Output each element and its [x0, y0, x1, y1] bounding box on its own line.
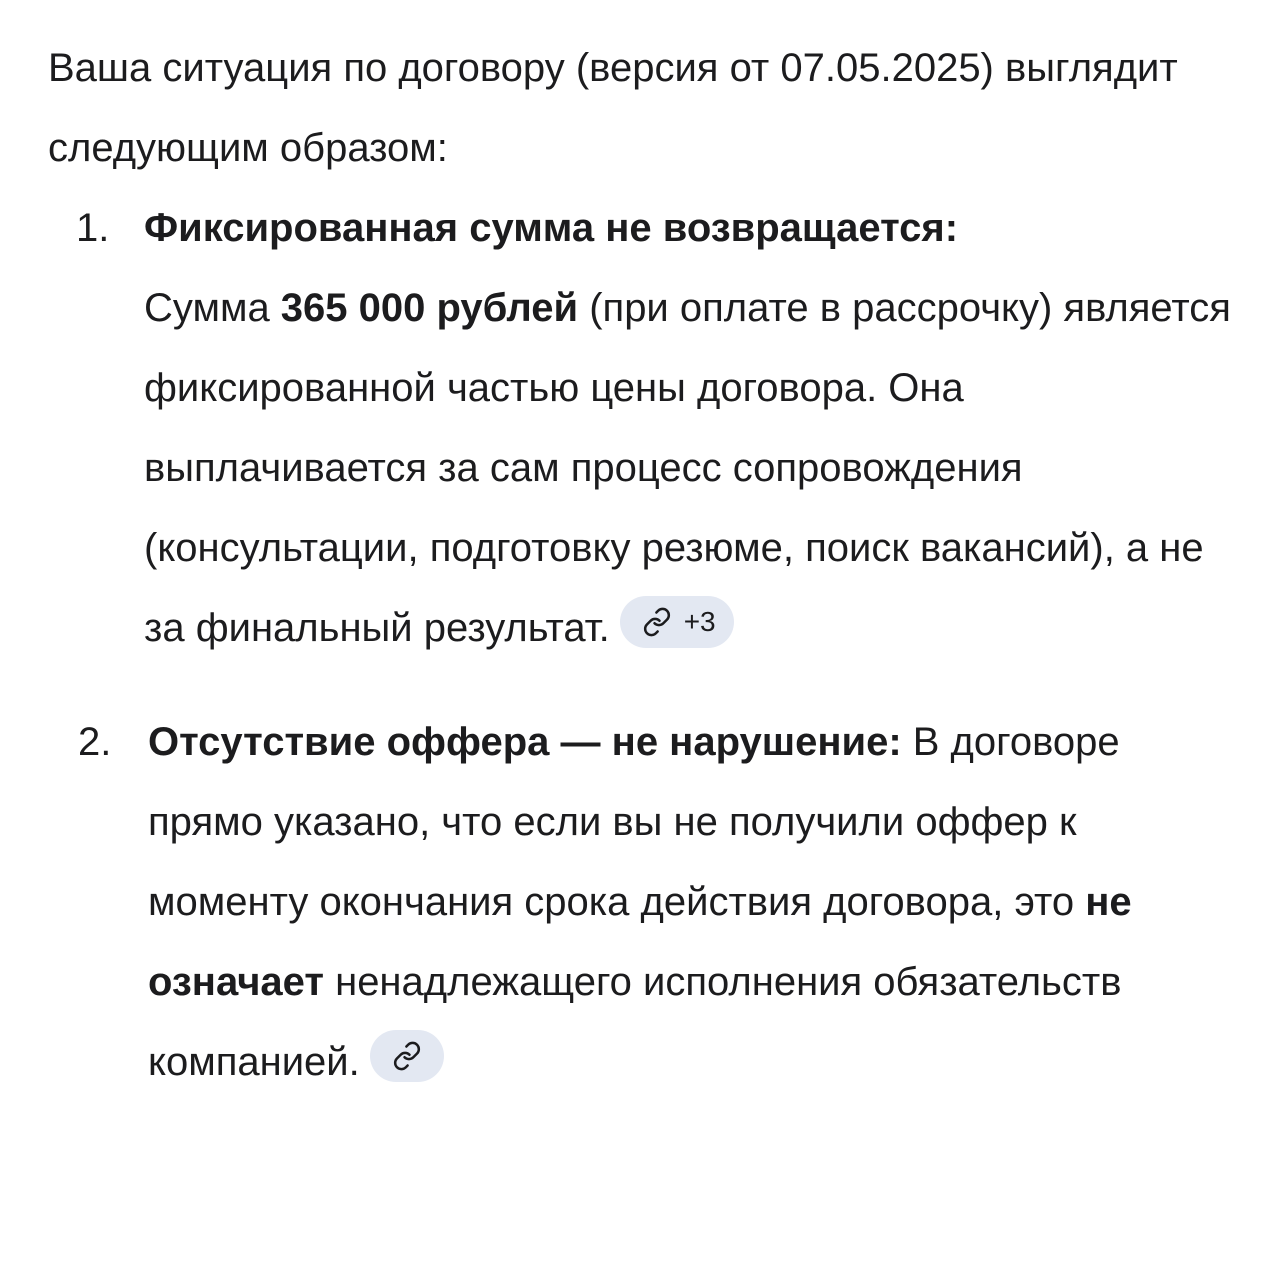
link-icon: [392, 1041, 422, 1071]
numbered-list: [48, 188, 1238, 1102]
list-item-text-before: В договоре прямо указано, что если вы не получили оффер к моменту окончания срока действия договора, это: [148, 720, 1120, 924]
list-item-text-after: ненадлежащего исполнения обязательств компанией.: [148, 960, 1122, 1084]
list-item-number: 2.: [78, 720, 112, 764]
citation-count: +3: [683, 606, 716, 637]
list-item-heading: Фиксированная сумма не возвращается:: [144, 206, 959, 250]
citation-chip[interactable]: [370, 1030, 444, 1082]
link-icon: [642, 607, 672, 637]
assistant-message: [48, 28, 1238, 1102]
list-item: [48, 702, 1238, 1102]
list-item: [48, 188, 1238, 668]
citation-chip[interactable]: [620, 596, 734, 648]
list-item-body: [148, 702, 1238, 1102]
list-item-text-before: Сумма: [144, 286, 281, 330]
emphasis-phrase: не означает: [148, 880, 1132, 1004]
list-item-body: [130, 188, 1238, 668]
list-item-number: 1.: [76, 206, 110, 250]
amount-highlight: 365 000 рублей: [280, 286, 579, 330]
list-item-heading: Отсутствие оффера — не нарушение:: [148, 720, 902, 764]
list-item-text-after: (при оплате в рассрочку) является фиксированной частью цены договора. Она выплачивается за сам процесс сопровождения (консультации, подготовку резюме, поиск вакансий), а не за финальный результат.: [144, 286, 1231, 650]
intro-paragraph: Ваша ситуация по договору (версия от 07.05.2025) выглядит следующим образом:: [48, 46, 1178, 170]
